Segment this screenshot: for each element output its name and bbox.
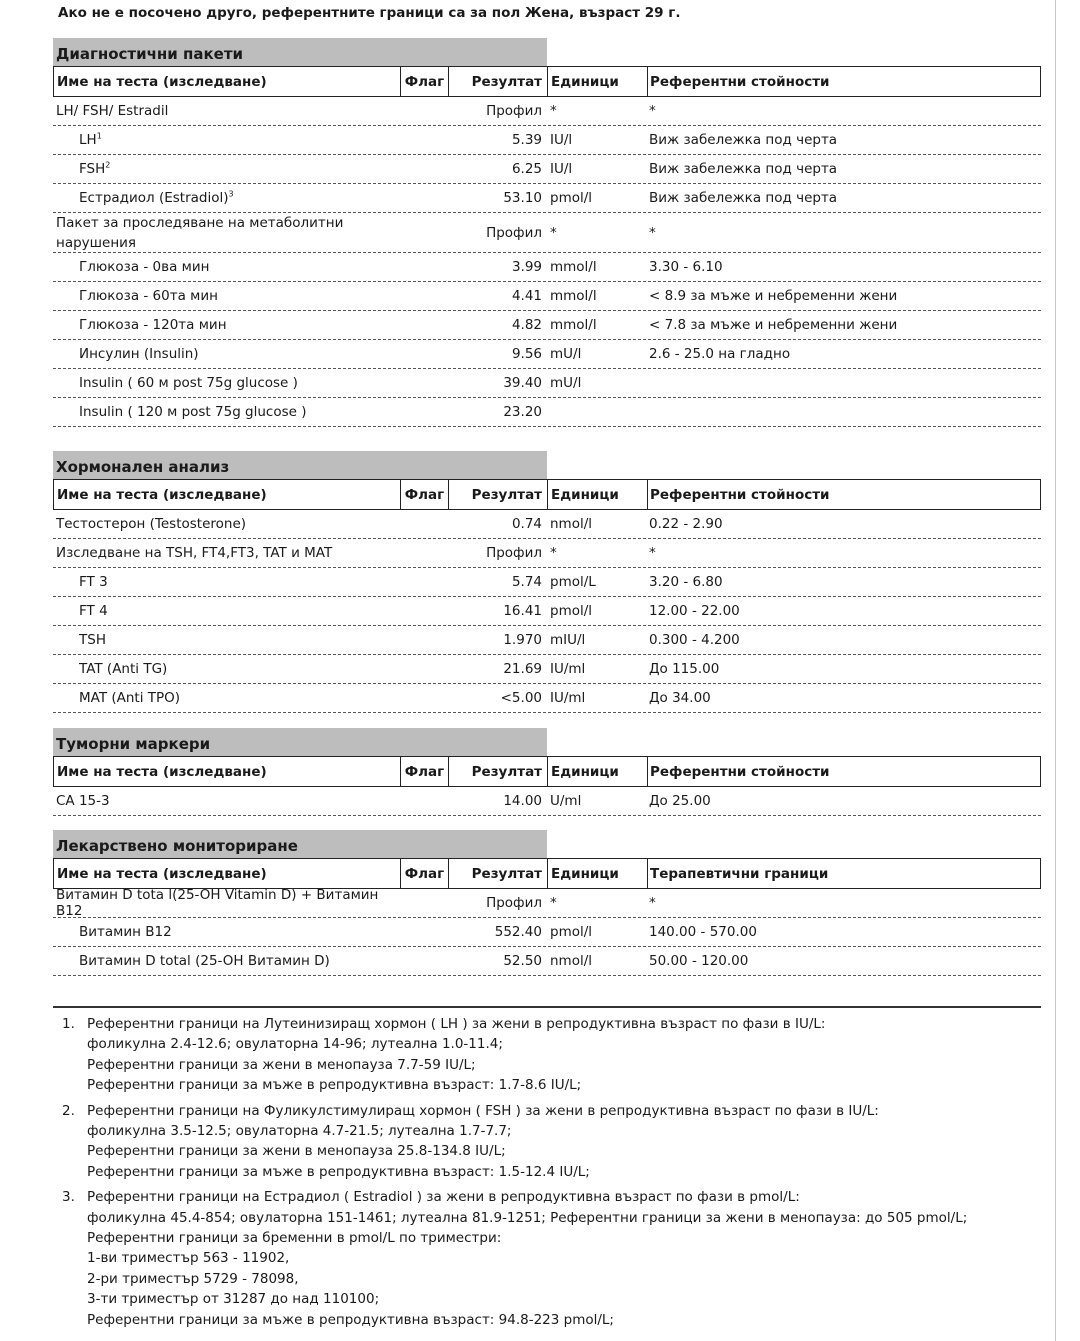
- footnote-ref: 3: [228, 189, 234, 199]
- unit-cell: pmol/l: [550, 603, 593, 619]
- table-row: [53, 311, 1041, 340]
- unit-cell: *: [550, 224, 557, 241]
- col-therapeutic: Терапевтични граници: [650, 865, 829, 882]
- reference-cell: Виж забележка под черта: [649, 190, 838, 206]
- test-name: Глюкоза - 60та мин: [79, 288, 218, 304]
- unit-cell: *: [550, 545, 557, 561]
- col-name: Име на теста (изследване): [54, 480, 401, 509]
- table-row: [53, 510, 1041, 539]
- footnote-line: фоликулна 2.4-12.6; овулаторна 14-96; лутеална 1.0-11.4;: [87, 1036, 503, 1053]
- reference-cell: *: [649, 224, 656, 241]
- footnotes: [62, 1014, 1042, 1335]
- col-result: Резултат: [449, 757, 548, 786]
- table-row: [53, 253, 1041, 282]
- reference-cell: Виж забележка под черта: [649, 132, 838, 148]
- test-name: LH/ FSH/ Estradil: [56, 103, 169, 119]
- table-row: [53, 787, 1041, 816]
- table-row: [53, 889, 1041, 918]
- unit-cell: mU/l: [550, 346, 582, 362]
- col-result: Резултат: [449, 480, 548, 509]
- unit-cell: pmol/l: [550, 190, 593, 206]
- footnote-line: Референтни граници за бременни в pmol/L по триместри:: [87, 1230, 502, 1247]
- reference-cell: 2.6 - 25.0 на гладно: [649, 346, 791, 362]
- footnote-number: 2.: [62, 1102, 75, 1119]
- reference-cell: Виж забележка под черта: [649, 161, 838, 177]
- col-flag: Флаг: [401, 757, 449, 786]
- result-cell: 16.41: [503, 603, 542, 619]
- reference-cell: 50.00 - 120.00: [649, 953, 749, 969]
- col-result: Резултат: [449, 67, 548, 96]
- result-cell: 53.10: [503, 190, 542, 206]
- section-title: Диагностични пакети: [53, 38, 547, 66]
- section-diagnostic-packages: [53, 38, 1041, 427]
- footnote-line: Референтни граници за жени в менопауза 25.8-134.8 IU/L;: [87, 1143, 506, 1160]
- unit-cell: mIU/l: [550, 632, 586, 648]
- result-cell: 39.40: [503, 375, 542, 391]
- table-row: [53, 568, 1041, 597]
- test-name: $LH^1$: [79, 131, 102, 148]
- table-row: [53, 597, 1041, 626]
- section-title: Хормонален анализ: [53, 451, 547, 479]
- test-name: FT 3: [79, 574, 108, 590]
- result-cell: 0.74: [511, 516, 542, 532]
- test-name: Инсулин (Insulin): [79, 346, 199, 362]
- col-reference: Референтни стойности: [650, 486, 830, 503]
- unit-cell: pmol/l: [550, 924, 593, 940]
- result-cell: 21.69: [503, 661, 542, 677]
- footnote-line: фоликулна 3.5-12.5; овулаторна 4.7-21.5; лутеална 1.7-7.7;: [87, 1123, 512, 1140]
- page-edge: [1055, 0, 1056, 1341]
- result-cell: 6.25: [511, 161, 542, 177]
- footnote-line: Референтни граници за жени в менопауза 7.7-59 IU/L;: [87, 1056, 476, 1073]
- result-cell: Профил: [486, 545, 542, 561]
- col-flag: Флаг: [401, 67, 449, 96]
- table-row: [53, 626, 1041, 655]
- reference-cell: *: [649, 895, 656, 911]
- test-name: Тестостерон (Testosterone): [56, 516, 247, 532]
- footnote-line: 2-ри триместър 5729 - 78098,: [87, 1270, 299, 1287]
- result-cell: Профил: [486, 224, 542, 241]
- reference-cell: 0.22 - 2.90: [649, 516, 723, 532]
- result-cell: 14.00: [503, 793, 542, 809]
- table-header: [53, 858, 1041, 889]
- col-units: Единици: [548, 480, 648, 509]
- col-units: Единици: [548, 67, 648, 96]
- result-cell: 5.39: [511, 132, 542, 148]
- test-name: Естрадиол (Estradiol)$^3$: [79, 189, 234, 206]
- test-name: Глюкоза - 120та мин: [79, 317, 227, 333]
- footnote-number: 1.: [62, 1016, 75, 1032]
- table-row: [53, 369, 1041, 398]
- section-drug-monitoring: [53, 830, 1041, 976]
- result-cell: 23.20: [503, 404, 542, 420]
- table-row: [53, 398, 1041, 427]
- unit-cell: mmol/l: [550, 317, 597, 333]
- unit-cell: *: [550, 103, 557, 119]
- test-name: MAT (Anti TPO): [79, 690, 181, 706]
- table-row: [53, 155, 1041, 184]
- reference-cell: < 7.8 за мъже и небременни жени: [649, 317, 898, 333]
- table-row: [53, 126, 1041, 155]
- result-cell: Профил: [486, 103, 542, 119]
- section-title: Лекарствено мониториране: [53, 830, 547, 858]
- footnote-item: [62, 1187, 1042, 1330]
- footnote-ref: 1: [96, 131, 102, 141]
- reference-cell: До 115.00: [649, 661, 720, 677]
- unit-cell: IU/ml: [550, 690, 586, 706]
- col-reference: Референтни стойности: [650, 763, 830, 780]
- table-header: [53, 479, 1041, 510]
- table-row: [53, 340, 1041, 369]
- col-units: Единици: [548, 859, 648, 888]
- result-cell: 1.970: [503, 632, 542, 648]
- footnote-line: Референтни граници за мъже в репродуктивна възраст: 1.7-8.6 IU/L;: [87, 1077, 582, 1094]
- reference-cell: *: [649, 103, 656, 119]
- section-hormonal-analysis: [53, 451, 1041, 713]
- footnote-divider: [53, 1006, 1041, 1008]
- footnote-line: Референтни граници за мъже в репродуктивна възраст: 94.8-223 pmol/L;: [87, 1311, 614, 1328]
- table-row: [53, 213, 1041, 253]
- footnote-body: [87, 1187, 1042, 1330]
- test-name: Изследване на TSH, FT4,FT3, TAT и MAT: [56, 545, 333, 561]
- footnote-item: [62, 1014, 1042, 1096]
- section-tumor-markers: [53, 728, 1041, 816]
- test-name: Insulin ( 60 м post 75g glucose ): [79, 375, 298, 391]
- table-header: [53, 756, 1041, 787]
- unit-cell: mmol/l: [550, 259, 597, 275]
- footnote-body: [87, 1101, 1042, 1183]
- footnote-item: [62, 1101, 1042, 1183]
- table-row: [53, 918, 1041, 947]
- table-row: [53, 282, 1041, 311]
- table-row: [53, 684, 1041, 713]
- unit-cell: pmol/L: [550, 574, 596, 590]
- footnote-line: фоликулна 45.4-854; овулаторна 151-1461; лутеална 81.9-1251; Референтни граници за жени в менопауза: до 505 pmol/L;: [87, 1209, 968, 1226]
- reference-cell: До 25.00: [649, 793, 711, 809]
- reference-cell: 3.20 - 6.80: [649, 574, 723, 590]
- result-cell: Профил: [486, 895, 542, 911]
- col-result: Резултат: [449, 859, 548, 888]
- test-name: Витамин D tota l(25-OH Vitamin D) + Витамин B12: [56, 887, 379, 919]
- reference-cell: 12.00 - 22.00: [649, 603, 740, 619]
- test-name: Пакет за проследяване на метаболитни нарушения: [56, 214, 344, 251]
- table-row: [53, 97, 1041, 126]
- header-note: Ако не е посочено друго, референтните граници са за пол Жена, възраст 29 г.: [58, 5, 681, 21]
- footnote-line: 1-ви триместър 563 - 11902,: [87, 1250, 290, 1267]
- unit-cell: IU/ml: [550, 661, 586, 677]
- table-row: [53, 947, 1041, 976]
- unit-cell: U/ml: [550, 793, 582, 809]
- table-row: [53, 655, 1041, 684]
- result-cell: <5.00: [500, 690, 542, 706]
- footnote-line: Референтни граници за мъже в репродуктивна възраст: 1.5-12.4 IU/L;: [87, 1163, 590, 1180]
- test-name: Витамин D total (25-OH Витамин D): [79, 953, 330, 969]
- test-name: TAT (Anti TG): [79, 661, 168, 677]
- table-header: [53, 66, 1041, 97]
- result-cell: 3.99: [511, 259, 542, 275]
- table-row: [53, 184, 1041, 213]
- col-flag: Флаг: [401, 859, 449, 888]
- test-name: FSH$^2$: [79, 160, 111, 177]
- section-title: Туморни маркери: [53, 728, 547, 756]
- test-name: Insulin ( 120 м post 75g glucose ): [79, 404, 307, 420]
- col-name: Име на теста (изследване): [54, 757, 401, 786]
- footnote-line: Референтни граници на Фуликулстимулиращ хормон ( FSH ) за жени в репродуктивна възраст по фази в IU/L:: [87, 1102, 879, 1119]
- footnote-line: Референтни граници на Лутеинизиращ хормон ( LH ) за жени в репродуктивна възраст по фази в IU/L:: [87, 1016, 826, 1032]
- col-name: Име на теста (изследване): [54, 67, 401, 96]
- reference-cell: < 8.9 за мъже и небременни жени: [649, 288, 898, 304]
- unit-cell: mmol/l: [550, 288, 597, 304]
- col-flag: Флаг: [401, 480, 449, 509]
- footnote-line: Референтни граници на Естрадиол ( Estradiol ) за жени в репродуктивна възраст по фази в pmol/L:: [87, 1189, 800, 1206]
- test-name: CA 15-3: [56, 793, 110, 809]
- reference-cell: 0.300 - 4.200: [649, 632, 740, 648]
- col-name: Име на теста (изследване): [54, 859, 401, 888]
- reference-cell: 3.30 - 6.10: [649, 259, 723, 275]
- col-reference: Референтни стойности: [650, 73, 830, 90]
- unit-cell: nmol/l: [550, 516, 593, 532]
- footnote-number: 3.: [62, 1189, 75, 1206]
- unit-cell: IU/l: [550, 161, 573, 177]
- result-cell: 9.56: [511, 346, 542, 362]
- unit-cell: *: [550, 895, 557, 911]
- test-name: TSH: [79, 632, 106, 648]
- result-cell: 4.41: [511, 288, 542, 304]
- test-name: FT 4: [79, 603, 108, 619]
- table-row: [53, 539, 1041, 568]
- footnote-body: [87, 1014, 1042, 1096]
- reference-cell: До 34.00: [649, 690, 711, 706]
- test-name: Витамин B12: [79, 924, 172, 940]
- col-units: Единици: [548, 757, 648, 786]
- test-name: Глюкоза - 0ва мин: [79, 259, 210, 275]
- footnote-ref: 2: [105, 160, 111, 170]
- reference-cell: 140.00 - 570.00: [649, 924, 757, 940]
- result-cell: 5.74: [511, 574, 542, 590]
- result-cell: 52.50: [503, 953, 542, 969]
- result-cell: 552.40: [494, 924, 542, 940]
- unit-cell: IU/l: [550, 132, 573, 148]
- reference-cell: *: [649, 545, 656, 561]
- unit-cell: nmol/l: [550, 953, 593, 969]
- unit-cell: mU/l: [550, 375, 582, 391]
- result-cell: 4.82: [511, 317, 542, 333]
- footnote-line: 3-ти триместър от 31287 до над 110100;: [87, 1291, 380, 1308]
